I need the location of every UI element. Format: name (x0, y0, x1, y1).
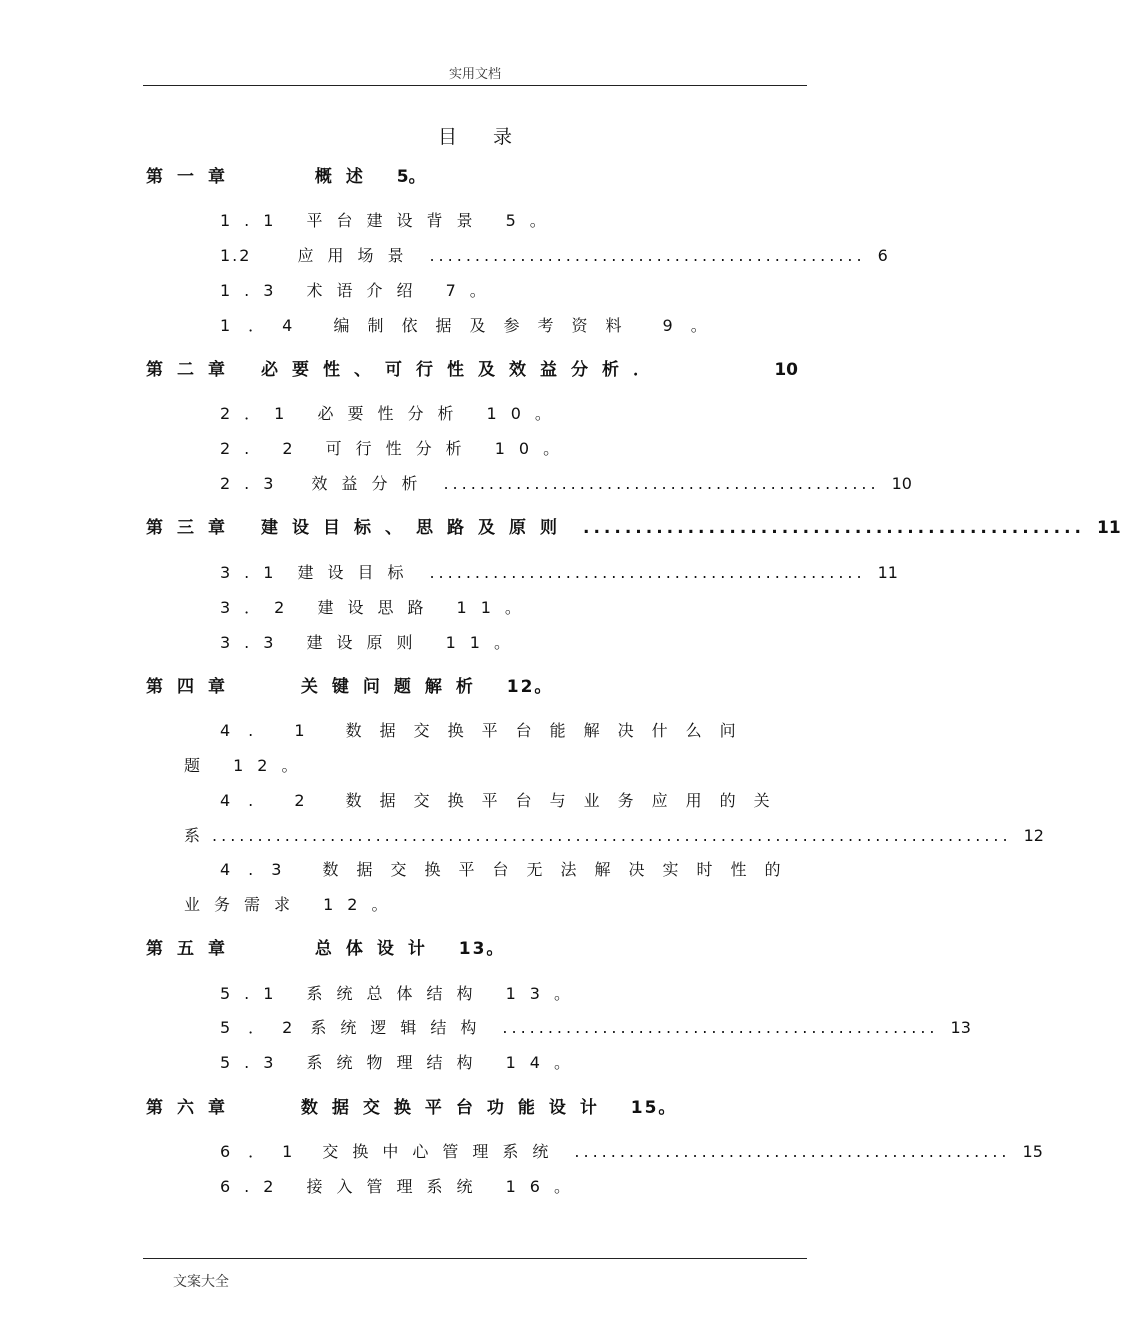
section-title: 交换中心管理系统 (322, 1142, 563, 1161)
toc-section-3-3[interactable]: 3.3 建设原则 11。 (220, 633, 524, 652)
leader-dots: ................................................ (429, 246, 866, 265)
toc-section-2-1[interactable]: 2．1 必要性分析 10。 (220, 404, 565, 423)
leader-dots: ................................................ (574, 1142, 1011, 1161)
section-number: 2.3 (220, 474, 288, 493)
toc-chapter-1[interactable] (146, 164, 426, 190)
toc-section-4-3[interactable]: 4.3 数据交换平台无法解决实时性的 (220, 860, 799, 879)
chapter-label: 第五章 (146, 939, 239, 959)
section-page: 10 (891, 474, 912, 493)
toc-section-4-1[interactable]: 4. 1 数据交换平台能解决什么问 (220, 721, 754, 740)
leader-dots: ................................................ (583, 518, 1085, 538)
toc-section-1-4[interactable]: 1．4 编制依据及参考资料 9。 (220, 316, 725, 335)
chapter-title: 建设目标、思路及原则 (261, 518, 571, 538)
chapter-page: 12。 (506, 677, 554, 697)
section-title: 应用场景 (297, 246, 418, 265)
section-title-cont: 系 (184, 826, 201, 845)
toc-section-3-2[interactable]: 3．2 建设思路 11。 (220, 598, 535, 617)
chapter-label: 第二章 (146, 360, 239, 380)
leader-dots: ................................................ (502, 1018, 939, 1037)
toc-section-1-2[interactable] (220, 243, 888, 269)
toc-section-4-2[interactable]: 4. 2 数据交换平台与业务应用的关 (220, 791, 788, 810)
toc-section-5-1[interactable]: 5.1 系统总体结构 13。 (220, 984, 584, 1003)
leader-dots: ................................................ (429, 563, 866, 582)
chapter-page: 15。 (630, 1098, 678, 1118)
toc-section-1-1[interactable]: 1.1 平台建设背景 5。 (220, 211, 560, 230)
toc-section-5-2[interactable] (220, 1015, 971, 1041)
chapter-title: 总体设计 (314, 939, 439, 959)
chapter-label: 第三章 (146, 518, 239, 538)
toc-chapter-2[interactable] (146, 357, 798, 383)
toc-section-2-2[interactable]: 2. 2 可行性分析 10。 (220, 439, 574, 458)
section-number: 1.2 (220, 246, 252, 265)
chapter-label: 第一章 (146, 167, 239, 187)
chapter-page: 5。 (396, 167, 426, 187)
section-page: 15 (1022, 1142, 1043, 1161)
chapter-label: 第六章 (146, 1098, 239, 1118)
section-page: 11 (877, 563, 898, 582)
section-page: 12 (1023, 826, 1044, 845)
chapter-title: 概述 (314, 167, 377, 187)
toc-section-1-3[interactable]: 1.3 术语介绍 7。 (220, 281, 500, 300)
toc-section-5-3[interactable]: 5.3 系统物理结构 14。 (220, 1053, 584, 1072)
toc-section-3-1[interactable] (220, 560, 898, 586)
section-page: 6 (877, 246, 888, 265)
toc-section-6-1[interactable] (220, 1139, 1043, 1165)
chapter-page: 10 (774, 360, 798, 380)
toc-chapter-5[interactable] (146, 936, 505, 962)
section-title: 建设目标 (297, 563, 418, 582)
section-title: 效益分析 (311, 474, 432, 493)
toc-chapter-4[interactable] (146, 674, 553, 700)
page-footer: 文案大全 (173, 1274, 229, 1290)
chapter-title: 必要性、可行性及效益分析． (261, 360, 664, 380)
header-rule (143, 85, 807, 86)
leader-dots: ........................................................................................ (212, 826, 1012, 845)
footer-rule (143, 1258, 807, 1259)
toc-section-6-2[interactable]: 6.2 接入管理系统 16。 (220, 1177, 584, 1196)
toc-section-4-2-cont[interactable] (184, 823, 1044, 849)
toc-chapter-6[interactable] (146, 1095, 677, 1121)
chapter-label: 第四章 (146, 677, 239, 697)
chapter-title: 数据交换平台功能设计 (300, 1098, 611, 1118)
section-title: 系统逻辑结构 (310, 1018, 491, 1037)
chapter-title: 关键问题解析 (300, 677, 487, 697)
toc-section-4-1-cont[interactable]: 题 12。 (184, 756, 312, 775)
toc-title: 目录 (437, 126, 548, 148)
chapter-page: 13。 (458, 939, 506, 959)
chapter-page: 11 (1096, 518, 1121, 538)
page-header: 实用文档 (448, 67, 501, 82)
toc-section-4-3-cont[interactable]: 业务需求 12。 (184, 895, 402, 914)
leader-dots: ................................................ (443, 474, 880, 493)
toc-section-2-3[interactable] (220, 471, 912, 497)
section-number: 5．2 (220, 1018, 311, 1037)
section-page: 13 (950, 1018, 971, 1037)
section-number: 6．1 (220, 1142, 311, 1161)
toc-chapter-3[interactable] (146, 515, 1121, 541)
section-number: 3.1 (220, 563, 288, 582)
